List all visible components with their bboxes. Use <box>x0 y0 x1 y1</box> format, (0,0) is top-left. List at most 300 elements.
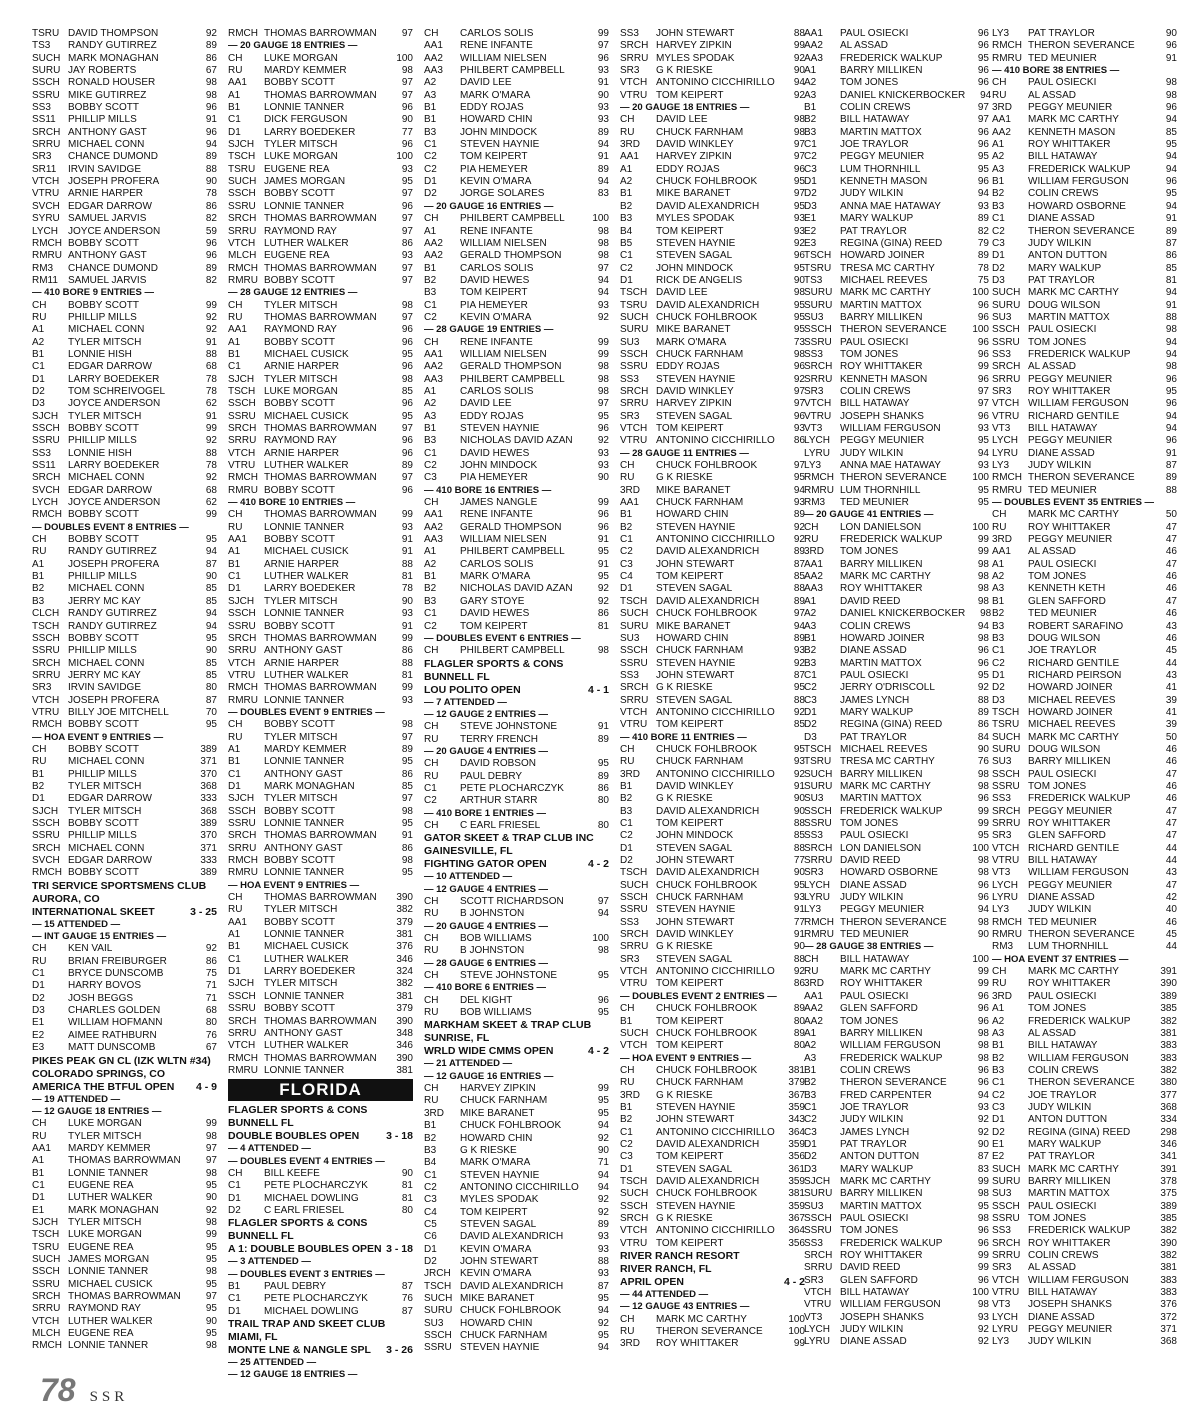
results-column-2 <box>228 28 413 1381</box>
score: 379 <box>396 916 413 928</box>
class-code: C1 <box>228 768 241 780</box>
shooter-name: MARK O'MARA <box>460 89 531 101</box>
shooter-name: LARRY BOEDEKER <box>68 373 160 385</box>
score: 97 <box>597 40 609 52</box>
shooter-name: TOM JONES <box>840 348 899 360</box>
class-code: A1 <box>804 595 817 607</box>
result-row <box>620 781 805 793</box>
result-row <box>992 90 1177 102</box>
score: 96 <box>401 139 413 151</box>
class-code: SURU <box>804 287 833 299</box>
shooter-name: STEVEN SAGAL <box>656 953 733 965</box>
result-row <box>228 917 413 929</box>
event-subheading: — 3 ATTENDED — <box>228 1256 311 1268</box>
class-code: VTRU <box>992 410 1020 422</box>
shooter-name: LONNIE TANNER <box>68 1340 149 1352</box>
shooter-name: WILLIAM FERGUSON <box>1028 867 1129 879</box>
class-code: SRRU <box>620 941 649 953</box>
result-row <box>804 546 989 558</box>
result-row <box>620 238 805 250</box>
score: 46 <box>1165 632 1177 644</box>
score: 359 <box>788 1175 805 1187</box>
shooter-name: DAVID REED <box>840 595 901 607</box>
class-code: TSRU <box>992 719 1020 731</box>
shooter-name: WILLIAM FERGUSON <box>840 1299 941 1311</box>
score: 39 <box>1165 694 1177 706</box>
result-row <box>32 275 217 287</box>
shooter-name: BOBBY SCOTT <box>264 398 335 410</box>
score: 324 <box>396 966 413 978</box>
class-code: AA2 <box>424 237 443 249</box>
result-row <box>424 608 609 620</box>
state-banner: FLORIDA <box>228 1079 413 1101</box>
result-row <box>32 793 217 805</box>
score: 88 <box>793 583 805 595</box>
result-row <box>424 250 609 262</box>
event-subheading: — 10 ATTENDED — <box>424 871 513 883</box>
score: 98 <box>1165 324 1177 336</box>
class-code: D3 <box>804 200 817 212</box>
class-code: TSCH <box>228 151 256 163</box>
result-row <box>804 744 989 756</box>
event-subheading: — 410 BORE 6 ENTRIES — <box>424 982 546 994</box>
score: 97 <box>401 262 413 274</box>
result-row <box>620 250 805 262</box>
event-subheading: — DOUBLES EVENT 4 ENTRIES — <box>228 1155 385 1167</box>
score: 98 <box>977 1188 989 1200</box>
shooter-name: TOM JONES <box>840 818 899 829</box>
result-row <box>620 151 805 163</box>
result-row <box>424 896 609 908</box>
class-code: VTRU <box>620 89 648 101</box>
class-code: RU <box>228 521 243 533</box>
shooter-name: MIKE BARANET <box>656 188 731 200</box>
result-row <box>804 1003 989 1015</box>
result-row <box>32 312 217 324</box>
score: 96 <box>977 1064 989 1076</box>
class-code: SSRU <box>228 620 256 632</box>
class-code: SSCH <box>424 1330 452 1341</box>
score: 98 <box>977 595 989 607</box>
shooter-name: GERALD THOMPSON <box>460 250 562 262</box>
class-code: AA2 <box>424 52 443 64</box>
result-row <box>424 398 609 410</box>
shooter-name: TOM KEIPERT <box>656 423 724 434</box>
class-code: B3 <box>992 632 1005 644</box>
class-code: 3RD <box>992 990 1013 1002</box>
result-row <box>228 843 413 855</box>
score: 96 <box>1165 398 1177 410</box>
shooter-name: JOYCE ANDERSON <box>68 398 161 410</box>
result-row <box>32 559 217 571</box>
shooter-name: MYLES SPODAK <box>656 213 735 225</box>
result-row <box>620 287 805 299</box>
shooter-name: TED MEUNIER <box>840 497 909 509</box>
result-row <box>620 1151 805 1163</box>
shooter-name: JOHN MINDOCK <box>460 460 538 472</box>
class-code: SSRU <box>32 89 60 101</box>
shooter-name: JUDY WILKIN <box>1028 904 1092 916</box>
score: 92 <box>597 1206 609 1218</box>
score: 96 <box>205 250 217 262</box>
score: 88 <box>205 447 217 459</box>
result-row <box>32 1180 217 1192</box>
score: 84 <box>977 731 989 743</box>
event-subheading: — 12 GAUGE 4 ENTRIES — <box>424 883 549 895</box>
shooter-name: JERRY MC KAY <box>68 669 141 681</box>
shooter-name: HARVEY ZIPKIN <box>656 398 732 410</box>
score: 100 <box>396 52 413 64</box>
result-row <box>228 1293 413 1305</box>
score: 359 <box>788 1200 805 1212</box>
shooter-name: ANTONINO CICCHIRILLO <box>656 1225 775 1237</box>
class-code: TSCH <box>32 620 60 632</box>
score: 95 <box>205 1241 217 1253</box>
shooter-name: THOMAS BARROWMAN <box>264 682 377 694</box>
result-row <box>424 77 609 89</box>
score: 389 <box>200 867 217 879</box>
shooter-name: TED MEUNIER <box>1028 916 1097 928</box>
class-code: SS3 <box>992 793 1011 805</box>
class-code: B2 <box>804 645 817 657</box>
score: 92 <box>205 311 217 323</box>
result-row <box>992 670 1177 682</box>
shooter-name: ANTHONY GAST <box>264 842 343 854</box>
shooter-name: PHILLIP MILLS <box>68 830 137 842</box>
score: 59 <box>205 225 217 237</box>
result-row <box>804 1312 989 1324</box>
class-code: MLCH <box>32 1328 61 1340</box>
shooter-name: TOM KEIPERT <box>460 287 528 299</box>
shooter-name: STEVEN HAYNIE <box>460 1169 540 1181</box>
class-code: B1 <box>228 756 241 768</box>
score: 95 <box>401 818 413 829</box>
result-row <box>32 769 217 781</box>
class-code: C3 <box>992 1101 1005 1113</box>
result-row <box>620 880 805 892</box>
shooter-name: CARLOS SOLIS <box>460 262 534 274</box>
result-row <box>620 1176 805 1188</box>
class-code: C2 <box>424 460 437 472</box>
class-code: B3 <box>424 435 437 447</box>
class-code: C2 <box>804 151 817 163</box>
score: 86 <box>793 435 805 447</box>
shooter-name: PETE PLOCHARCZYK <box>264 1180 368 1192</box>
result-row <box>424 1157 609 1169</box>
class-code: C2 <box>424 620 437 632</box>
shooter-name: KENNETH MASON <box>840 176 928 188</box>
shooter-name: LUTHER WALKER <box>264 571 349 583</box>
score: 92 <box>793 657 805 669</box>
shooter-name: JAMES MORGAN <box>264 176 346 188</box>
shooter-name: WILLIAM NIELSEN <box>460 534 547 546</box>
shooter-name: STEVEN HAYNIE <box>460 423 540 434</box>
result-row <box>804 250 989 262</box>
shooter-name: HARRY BOVOS <box>68 980 141 992</box>
shooter-name: JORGE SOLARES <box>460 188 545 200</box>
result-row <box>424 795 609 807</box>
event-subheading: — 410 BORE 9 ENTRIES — <box>32 287 154 299</box>
result-row <box>228 398 413 410</box>
class-code: D1 <box>804 706 817 718</box>
result-row <box>32 349 217 361</box>
class-code: 3RD <box>804 978 825 990</box>
class-code: SS3 <box>620 669 639 681</box>
score: 100 <box>972 1287 989 1299</box>
shoot-name: A 1: DOUBLE BOUBLES OPEN <box>228 1243 382 1256</box>
shooter-name: G K RIESKE <box>656 1213 713 1224</box>
score: 96 <box>793 361 805 373</box>
result-row <box>424 28 609 40</box>
class-code: D1 <box>228 1305 241 1317</box>
shooter-name: JOSH BEGGS <box>68 992 134 1004</box>
score: 99 <box>205 1118 217 1130</box>
class-code: SRRU <box>228 225 257 237</box>
club-heading: PIKES PEAK GN CL (IZK WLTN #34) <box>32 1054 211 1067</box>
class-code: RU <box>228 731 243 743</box>
shooter-name: MYLES SPODAK <box>460 1194 539 1206</box>
score: 91 <box>793 780 805 792</box>
shooter-name: RANDY GUTIRREZ <box>68 546 157 558</box>
class-code: A3 <box>992 163 1005 175</box>
class-code: SURU <box>804 299 833 311</box>
result-row <box>804 40 989 52</box>
score: 95 <box>793 743 805 755</box>
shooter-name: THOMAS BARROWMAN <box>264 423 377 434</box>
class-code: B1 <box>804 102 817 114</box>
class-code: C2 <box>992 225 1005 237</box>
score: 390 <box>396 1052 413 1064</box>
shooter-name: EDGAR DARROW <box>68 361 152 373</box>
event-subheading: — 12 GAUGE 43 ENTRIES — <box>620 1301 750 1313</box>
class-code: CH <box>804 953 819 965</box>
result-row <box>424 472 609 484</box>
score: 86 <box>401 842 413 854</box>
result-row <box>804 892 989 904</box>
class-code: AA1 <box>804 28 823 39</box>
score: 81 <box>401 1192 413 1204</box>
shooter-name: BILL HATAWAY <box>1028 1040 1098 1052</box>
class-code: TSRU <box>32 1241 60 1253</box>
result-row <box>992 1016 1177 1028</box>
score: 98 <box>401 65 413 77</box>
shooter-name: JOHN STEWART <box>656 28 735 39</box>
shooter-name: LUTHER WALKER <box>264 953 349 965</box>
result-row <box>228 1040 413 1052</box>
class-code: RU <box>228 904 243 916</box>
score: 96 <box>1165 40 1177 52</box>
score: 93 <box>793 892 805 904</box>
score: 89 <box>793 1027 805 1039</box>
shooter-name: PAUL OSIECKI <box>1028 1200 1097 1212</box>
score: 95 <box>977 497 989 509</box>
result-row <box>992 151 1177 163</box>
class-code: SYRU <box>32 213 60 225</box>
shooter-name: BOBBY SCOTT <box>264 855 335 867</box>
shooter-name: LUTHER WALKER <box>264 1040 349 1052</box>
result-row <box>424 90 609 102</box>
result-row <box>804 1090 989 1102</box>
class-code: B1 <box>620 780 633 792</box>
result-row <box>992 991 1177 1003</box>
result-row <box>992 1028 1177 1040</box>
result-row <box>804 151 989 163</box>
shooter-name: TOM KEIPERT <box>656 719 724 731</box>
shooter-name: STEVEN SAGAL <box>656 410 733 422</box>
shooter-name: THOMAS BARROWMAN <box>264 892 377 904</box>
result-row <box>992 1065 1177 1077</box>
class-code: AA1 <box>228 534 247 546</box>
class-code: CH <box>228 1167 243 1179</box>
class-code: RU <box>992 978 1007 990</box>
shooter-name: LONNIE HISH <box>68 348 132 360</box>
shooter-name: ARNIE HARPER <box>264 558 340 570</box>
result-row <box>804 596 989 608</box>
shooter-name: RANDY GUTIRREZ <box>68 608 157 620</box>
result-row <box>620 571 805 583</box>
class-code: D2 <box>992 682 1005 694</box>
result-row <box>620 645 805 657</box>
score: 91 <box>401 620 413 632</box>
class-code: CH <box>32 299 47 311</box>
class-code: SSRU <box>228 818 256 829</box>
class-code: A3 <box>992 1027 1005 1039</box>
result-row <box>620 188 805 200</box>
score: 80 <box>597 795 609 807</box>
score: 94 <box>597 139 609 151</box>
result-row <box>992 28 1177 40</box>
score: 95 <box>1165 139 1177 151</box>
shooter-name: MIKE BARANET <box>460 1292 535 1304</box>
result-row <box>620 1040 805 1052</box>
shooter-name: BOBBY SCOTT <box>264 336 335 348</box>
shooter-name: PIA HEMEYER <box>460 472 528 484</box>
result-row <box>228 621 413 633</box>
result-row <box>32 596 217 608</box>
event-subheading: — 12 GAUGE 18 ENTRIES — <box>32 1105 162 1117</box>
result-row <box>424 1244 609 1256</box>
class-code: C2 <box>992 657 1005 669</box>
class-code: VTCH <box>228 657 256 669</box>
result-row <box>992 769 1177 781</box>
class-code: D1 <box>992 1114 1005 1126</box>
class-code: E1 <box>804 213 817 225</box>
result-row <box>228 1028 413 1040</box>
result-row <box>424 1231 609 1243</box>
shooter-name: PEGGY MEUNIER <box>1028 102 1113 114</box>
class-code: SU3 <box>620 632 640 644</box>
shoot-date: 3 - 25 <box>190 905 217 918</box>
shooter-name: TED MEUNIER <box>1028 484 1097 496</box>
class-code: D2 <box>804 188 817 200</box>
result-row <box>424 448 609 460</box>
shooter-name: LARRY BOEDEKER <box>264 966 356 978</box>
class-code: AA1 <box>228 324 247 336</box>
score: 95 <box>597 571 609 583</box>
class-code: RMCH <box>992 916 1022 928</box>
class-code: B1 <box>992 1040 1005 1052</box>
class-code: SR3 <box>804 867 824 879</box>
shooter-name: MARK MC CARTHY <box>840 287 931 299</box>
result-row <box>228 682 413 694</box>
score: 92 <box>597 1132 609 1144</box>
class-code: C3 <box>804 163 817 175</box>
score: 86 <box>977 719 989 731</box>
result-row <box>32 509 217 521</box>
score: 90 <box>205 1315 217 1327</box>
result-row <box>424 945 609 957</box>
result-row <box>620 892 805 904</box>
class-code: C2 <box>992 1089 1005 1101</box>
class-code: B2 <box>620 1114 633 1126</box>
score: 98 <box>793 287 805 299</box>
shooter-name: LUTHER WALKER <box>264 669 349 681</box>
shooter-name: CHUCK FOHLBROOK <box>460 1120 562 1132</box>
shoot-title <box>424 684 609 697</box>
score: 96 <box>977 1077 989 1089</box>
shooter-name: JOSEPH SHANKS <box>840 1311 924 1323</box>
shoot-date: 4 - 9 <box>195 1080 217 1093</box>
result-row <box>32 695 217 707</box>
class-code: CH <box>992 77 1007 89</box>
shooter-name: STEVEN HAYNIE <box>656 237 736 249</box>
shooter-name: BOBBY SCOTT <box>264 1003 335 1015</box>
shooter-name: BILL HATAWAY <box>840 1287 910 1299</box>
shooter-name: MARTIN MATTOX <box>840 1200 922 1212</box>
score: 89 <box>977 250 989 262</box>
class-code: AA2 <box>804 40 823 52</box>
result-row <box>620 374 805 386</box>
shooter-name: PAUL OSIECKI <box>840 669 909 681</box>
score: 82 <box>205 213 217 225</box>
score: 93 <box>793 225 805 237</box>
class-code: SRCH <box>992 1237 1021 1249</box>
class-code: C3 <box>620 1151 633 1163</box>
score: 376 <box>396 941 413 953</box>
result-row <box>804 1324 989 1336</box>
result-row <box>804 139 989 151</box>
shooter-name: LONNIE HISH <box>68 447 132 459</box>
class-code: D2 <box>424 1255 437 1267</box>
class-code: SSCH <box>620 348 648 360</box>
result-row <box>804 300 989 312</box>
score: 98 <box>977 1052 989 1064</box>
result-row <box>424 583 609 595</box>
score: 94 <box>1165 336 1177 348</box>
score: 380 <box>1160 1077 1177 1089</box>
score: 93 <box>793 645 805 657</box>
shooter-name: STEVEN HAYNIE <box>656 657 736 669</box>
shooter-name: JOSEPH PROFERA <box>68 176 160 188</box>
class-code: D1 <box>32 373 45 385</box>
shooter-name: THOMAS BARROWMAN <box>264 830 377 842</box>
score: 93 <box>401 250 413 262</box>
class-code: A3 <box>804 1052 817 1064</box>
score: 95 <box>977 669 989 681</box>
result-row <box>992 756 1177 768</box>
shooter-name: MICHAEL REEVES <box>1028 719 1116 731</box>
shooter-name: DAVID THOMPSON <box>68 28 159 39</box>
score: 94 <box>597 1120 609 1132</box>
score: 78 <box>205 373 217 385</box>
result-row <box>804 880 989 892</box>
results-column-4 <box>620 28 805 1373</box>
shooter-name: DAVID LEE <box>656 287 708 299</box>
class-code: TS3 <box>32 40 51 52</box>
shooter-name: THOMAS BARROWMAN <box>264 472 377 484</box>
score: 372 <box>1160 1311 1177 1323</box>
class-code: SSCH <box>992 768 1020 780</box>
